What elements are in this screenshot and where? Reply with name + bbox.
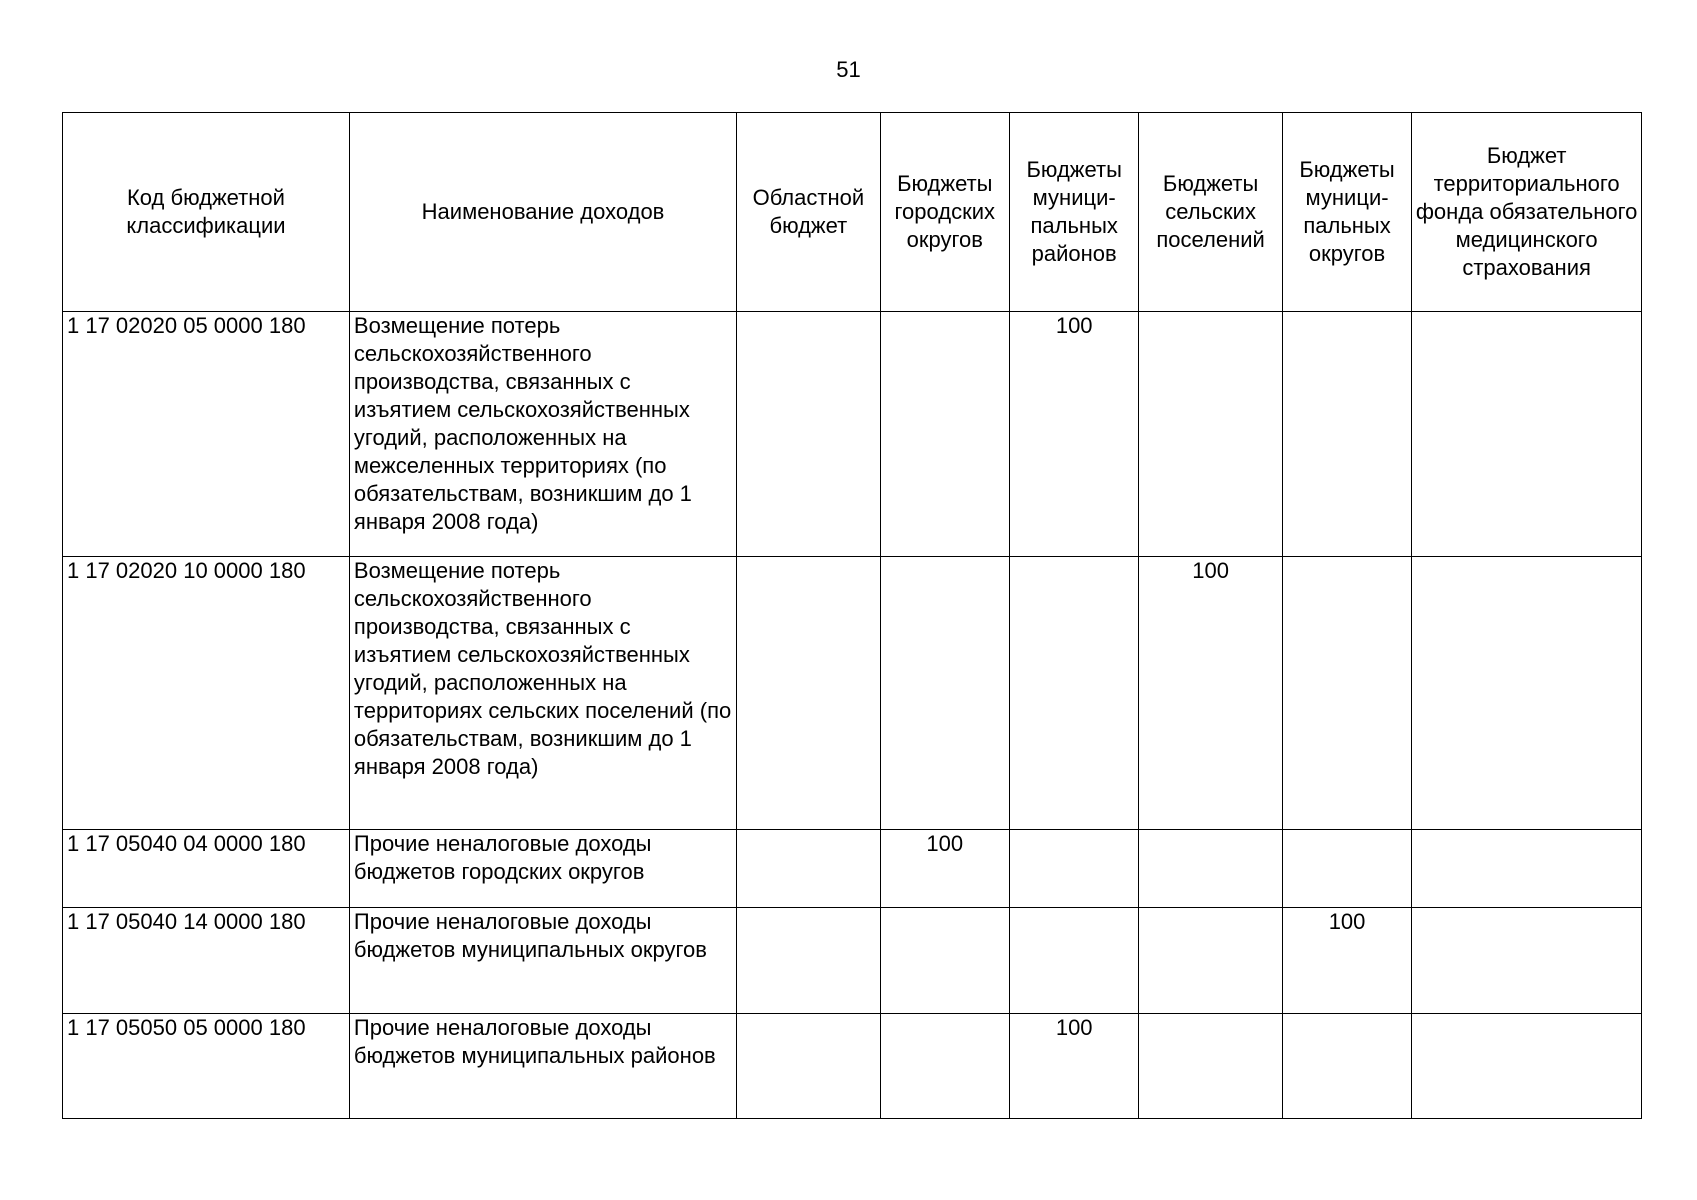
- name-cell: Прочие неналоговые доходы бюджетов муниципальных районов: [349, 1014, 736, 1119]
- value-cell: [880, 908, 1009, 1014]
- header-city-district-budgets: Бюджеты городских округов: [880, 113, 1009, 312]
- code-cell: 1 17 05040 14 0000 180: [63, 908, 350, 1014]
- value-cell: [1412, 908, 1642, 1014]
- value-cell: [1412, 830, 1642, 908]
- value-cell: 100: [1139, 557, 1282, 830]
- header-code: Код бюджетной классификации: [63, 113, 350, 312]
- name-cell: Возмещение потерь сельскохозяйственного производства, связанных с изъятием сельскохозяйственных угодий, расположенных на межселенных территориях (по обязательствам, возникшим до 1 января 2008 года): [349, 312, 736, 557]
- name-cell: Прочие неналоговые доходы бюджетов городских округов: [349, 830, 736, 908]
- header-medical-insurance-fund-budget: Бюджет территориального фонда обязательного медицинского страхования: [1412, 113, 1642, 312]
- value-cell: [1282, 557, 1411, 830]
- value-cell: [1139, 830, 1282, 908]
- value-cell: [1412, 557, 1642, 830]
- code-cell: 1 17 02020 05 0000 180: [63, 312, 350, 557]
- value-cell: [737, 908, 880, 1014]
- code-cell: 1 17 02020 10 0000 180: [63, 557, 350, 830]
- value-cell: [1009, 908, 1138, 1014]
- code-cell: 1 17 05050 05 0000 180: [63, 1014, 350, 1119]
- header-municipal-district-budgets: Бюджеты муници-пальных районов: [1009, 113, 1138, 312]
- value-cell: [1139, 1014, 1282, 1119]
- header-name: Наименование доходов: [349, 113, 736, 312]
- value-cell: 100: [880, 830, 1009, 908]
- value-cell: [1139, 908, 1282, 1014]
- value-cell: [1412, 1014, 1642, 1119]
- budget-income-table: [62, 112, 1642, 1119]
- code-cell: 1 17 05040 04 0000 180: [63, 830, 350, 908]
- page-number: 51: [836, 57, 861, 82]
- value-cell: [880, 1014, 1009, 1119]
- header-regional-budget: Областной бюджет: [737, 113, 880, 312]
- value-cell: 100: [1009, 312, 1138, 557]
- value-cell: 100: [1009, 1014, 1138, 1119]
- value-cell: [880, 557, 1009, 830]
- header-municipal-okrug-budgets: Бюджеты муници-пальных округов: [1282, 113, 1411, 312]
- table-row: [63, 908, 1642, 1014]
- table-row: [63, 312, 1642, 557]
- value-cell: [1009, 557, 1138, 830]
- value-cell: [1009, 830, 1138, 908]
- value-cell: 100: [1282, 908, 1411, 1014]
- value-cell: [1282, 830, 1411, 908]
- value-cell: [737, 312, 880, 557]
- value-cell: [880, 312, 1009, 557]
- table-row: [63, 830, 1642, 908]
- value-cell: [737, 557, 880, 830]
- table-row: [63, 1014, 1642, 1119]
- value-cell: [1139, 312, 1282, 557]
- header-rural-settlement-budgets: Бюджеты сельских поселений: [1139, 113, 1282, 312]
- name-cell: Возмещение потерь сельскохозяйственного производства, связанных с изъятием сельскохозяйственных угодий, расположенных на территориях сельских поселений (по обязательствам, возникшим до 1 января 2008 года): [349, 557, 736, 830]
- value-cell: [1412, 312, 1642, 557]
- table-row: [63, 557, 1642, 830]
- value-cell: [737, 1014, 880, 1119]
- value-cell: [1282, 1014, 1411, 1119]
- value-cell: [737, 830, 880, 908]
- table-header-row: [63, 113, 1642, 312]
- value-cell: [1282, 312, 1411, 557]
- name-cell: Прочие неналоговые доходы бюджетов муниципальных округов: [349, 908, 736, 1014]
